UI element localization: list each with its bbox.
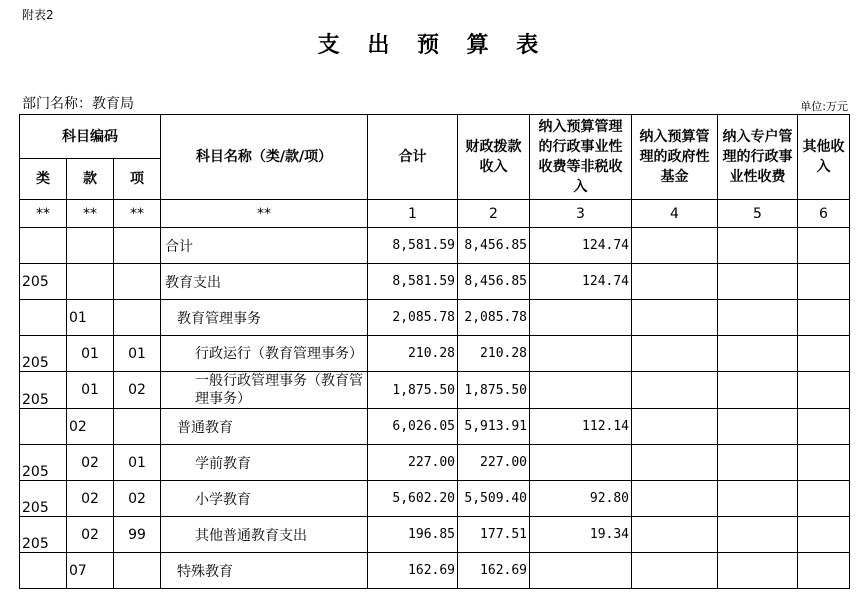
total-cell: 227.00 (368, 445, 458, 481)
special-cell (718, 481, 798, 517)
fiscal-cell: 2,085.78 (458, 300, 530, 336)
xiang-cell (114, 553, 161, 589)
fiscal-cell: 227.00 (458, 445, 530, 481)
other-cell (798, 517, 850, 553)
index-cell: ** (161, 200, 368, 228)
total-cell: 210.28 (368, 336, 458, 372)
index-cell: 5 (718, 200, 798, 228)
index-row (20, 200, 850, 228)
index-cell: 1 (368, 200, 458, 228)
fund-cell (632, 445, 718, 481)
xiang-cell: 02 (114, 372, 161, 409)
total-cell: 5,602.20 (368, 481, 458, 517)
special-cell (718, 553, 798, 589)
xiang-cell (114, 264, 161, 300)
header-nontax: 纳入预算管理的行政事业性收费等非税收入 (530, 115, 632, 200)
name-cell: 一般行政管理事务（教育管理事务） (161, 372, 368, 409)
fiscal-cell: 210.28 (458, 336, 530, 372)
xiang-cell: 99 (114, 517, 161, 553)
nontax-cell (530, 553, 632, 589)
table-row (20, 300, 850, 336)
lei-cell: 205 (20, 372, 67, 409)
index-cell: ** (67, 200, 114, 228)
index-cell: 2 (458, 200, 530, 228)
page-title: 支 出 预 算 表 (317, 33, 549, 58)
fund-cell (632, 300, 718, 336)
special-cell (718, 264, 798, 300)
special-cell (718, 409, 798, 445)
nontax-cell (530, 445, 632, 481)
other-cell (798, 553, 850, 589)
total-cell: 8,581.59 (368, 264, 458, 300)
total-cell: 2,085.78 (368, 300, 458, 336)
header-code-group: 科目编码 (20, 115, 161, 159)
header-lei: 类 (20, 159, 67, 200)
total-cell: 1,875.50 (368, 372, 458, 409)
xiang-cell (114, 300, 161, 336)
other-cell (798, 372, 850, 409)
lei-cell: 205 (20, 445, 67, 481)
lei-cell: 205 (20, 336, 67, 372)
header-special: 纳入专户管理的行政事业性收费 (718, 115, 798, 200)
other-cell (798, 228, 850, 264)
fund-cell (632, 553, 718, 589)
fiscal-cell: 162.69 (458, 553, 530, 589)
total-cell: 162.69 (368, 553, 458, 589)
name-cell: 普通教育 (161, 409, 368, 445)
xiang-cell (114, 409, 161, 445)
name-cell: 教育管理事务 (161, 300, 368, 336)
fund-cell (632, 336, 718, 372)
index-cell: 4 (632, 200, 718, 228)
lei-cell: 205 (20, 481, 67, 517)
nontax-cell: 124.74 (530, 228, 632, 264)
table-row (20, 481, 850, 517)
total-cell: 6,026.05 (368, 409, 458, 445)
table-row (20, 228, 850, 264)
header-name: 科目名称（类/款/项） (161, 115, 368, 200)
other-cell (798, 481, 850, 517)
kuan-cell: 02 (67, 409, 114, 445)
fund-cell (632, 264, 718, 300)
budget-table (19, 114, 850, 589)
nontax-cell (530, 336, 632, 372)
nontax-cell: 112.14 (530, 409, 632, 445)
special-cell (718, 228, 798, 264)
kuan-cell: 02 (67, 517, 114, 553)
lei-cell (20, 553, 67, 589)
kuan-cell: 01 (67, 372, 114, 409)
nontax-cell (530, 300, 632, 336)
kuan-cell: 07 (67, 553, 114, 589)
header-fiscal: 财政拨款收入 (458, 115, 530, 200)
other-cell (798, 300, 850, 336)
table-row (20, 553, 850, 589)
special-cell (718, 445, 798, 481)
lei-cell (20, 300, 67, 336)
fiscal-cell: 8,456.85 (458, 228, 530, 264)
other-cell (798, 264, 850, 300)
fund-cell (632, 372, 718, 409)
index-cell: 3 (530, 200, 632, 228)
table-body (20, 228, 850, 589)
department-label: 部门名称：教育局 (22, 96, 134, 112)
xiang-cell: 02 (114, 481, 161, 517)
other-cell (798, 336, 850, 372)
lei-cell (20, 409, 67, 445)
fiscal-cell: 5,509.40 (458, 481, 530, 517)
header-row-1 (20, 115, 850, 159)
header-kuan: 款 (67, 159, 114, 200)
header-total: 合计 (368, 115, 458, 200)
special-cell (718, 300, 798, 336)
name-cell: 教育支出 (161, 264, 368, 300)
kuan-cell: 01 (67, 336, 114, 372)
fiscal-cell: 5,913.91 (458, 409, 530, 445)
name-cell: 小学教育 (161, 481, 368, 517)
fund-cell (632, 228, 718, 264)
lei-cell (20, 228, 67, 264)
attachment-label: 附表2 (22, 8, 54, 22)
special-cell (718, 517, 798, 553)
name-cell: 其他普通教育支出 (161, 517, 368, 553)
fund-cell (632, 409, 718, 445)
table-row (20, 264, 850, 300)
index-cell: ** (20, 200, 67, 228)
nontax-cell (530, 372, 632, 409)
xiang-cell (114, 228, 161, 264)
table-row (20, 517, 850, 553)
fund-cell (632, 481, 718, 517)
header-fund: 纳入预算管理的政府性基金 (632, 115, 718, 200)
total-cell: 196.85 (368, 517, 458, 553)
header-other: 其他收入 (798, 115, 850, 200)
header-xiang: 项 (114, 159, 161, 200)
kuan-cell (67, 264, 114, 300)
name-cell: 学前教育 (161, 445, 368, 481)
nontax-cell: 19.34 (530, 517, 632, 553)
name-cell: 行政运行（教育管理事务） (161, 336, 368, 372)
index-cell: 6 (798, 200, 850, 228)
name-cell: 合计 (161, 228, 368, 264)
kuan-cell (67, 228, 114, 264)
other-cell (798, 445, 850, 481)
special-cell (718, 336, 798, 372)
table-row (20, 372, 850, 409)
kuan-cell: 01 (67, 300, 114, 336)
xiang-cell: 01 (114, 445, 161, 481)
nontax-cell: 92.80 (530, 481, 632, 517)
name-cell: 特殊教育 (161, 553, 368, 589)
nontax-cell: 124.74 (530, 264, 632, 300)
special-cell (718, 372, 798, 409)
total-cell: 8,581.59 (368, 228, 458, 264)
lei-cell: 205 (20, 517, 67, 553)
table-row (20, 409, 850, 445)
unit-label: 单位:万元 (800, 100, 848, 113)
fiscal-cell: 8,456.85 (458, 264, 530, 300)
xiang-cell: 01 (114, 336, 161, 372)
lei-cell: 205 (20, 264, 67, 300)
other-cell (798, 409, 850, 445)
table-row (20, 336, 850, 372)
table-row (20, 445, 850, 481)
fiscal-cell: 177.51 (458, 517, 530, 553)
fund-cell (632, 517, 718, 553)
index-cell: ** (114, 200, 161, 228)
kuan-cell: 02 (67, 445, 114, 481)
kuan-cell: 02 (67, 481, 114, 517)
fiscal-cell: 1,875.50 (458, 372, 530, 409)
